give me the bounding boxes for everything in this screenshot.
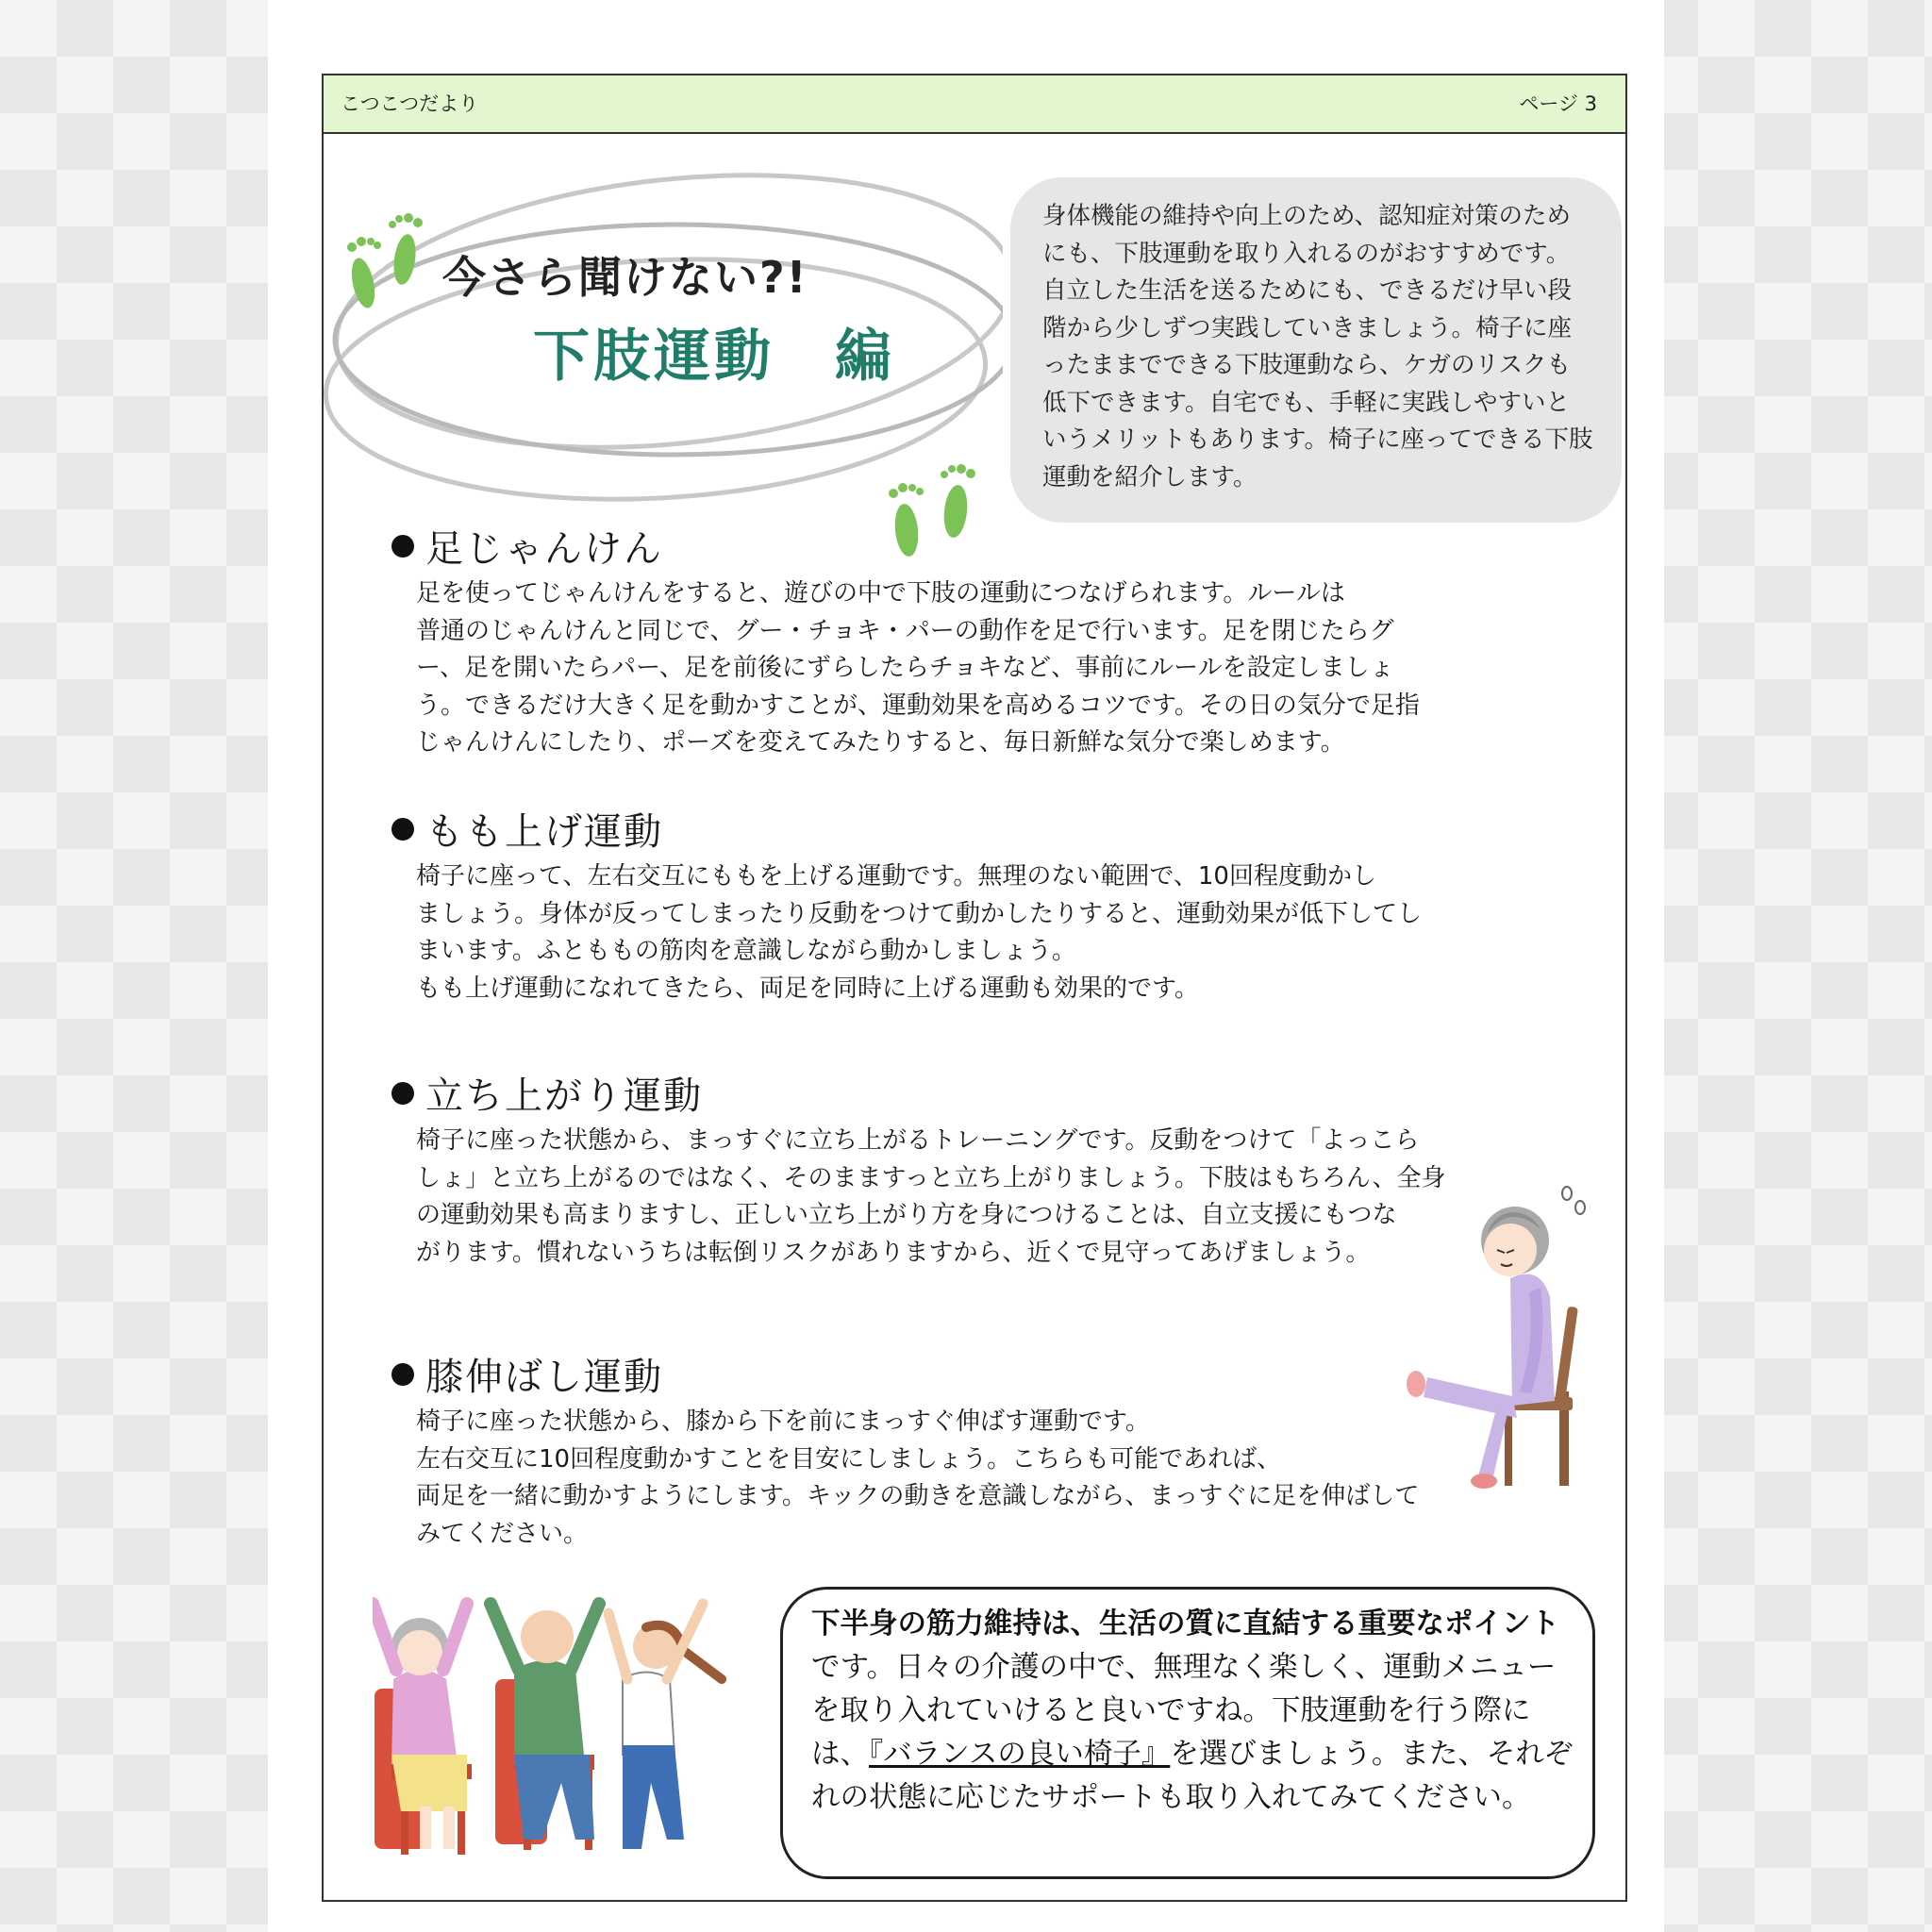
newsletter-name: こつこつだより [341,92,479,115]
subheadline: 下肢運動 編 [533,324,895,390]
body-line: じゃんけんにしたり、ポーズを変えてみたりすると、毎日新鮮な気分で楽しめます。 [416,728,1345,757]
bullet-icon [391,818,414,841]
summary-bold-lead: 下半身の筋力維持は、生活の質に直結する重要なポイント [811,1607,1559,1641]
section-body [416,1404,1491,1553]
bullet-icon [391,1082,414,1105]
section-stand-up [378,1066,1491,1272]
body-line: まいます。ふとももの筋肉を意識しながら動かしましょう。 [416,937,1076,965]
summary-underlined: 『バランスの良い椅子』 [869,1738,1171,1771]
section-title: 膝伸ばし運動 [425,1356,663,1399]
footprints-icon [347,213,423,310]
body-line: もも上げ運動になれてきたら、両足を同時に上げる運動も効果的です。 [416,974,1199,1003]
section-knee-extension [378,1347,1491,1553]
bullet-icon [391,1363,414,1386]
body-line: みてください。 [416,1519,589,1548]
body-line: 左右交互に10回程度動かすことを目安にしましょう。こちらも可能であれば、 [416,1444,1282,1474]
section-foot-janken [378,519,1491,762]
section-title: 立ち上がり運動 [425,1074,703,1118]
body-line: う。できるだけ大きく足を動かすことが、運動効果を高めるコツです。その日の気分で足指 [416,691,1420,720]
seated-elderly-woman-illustration [1399,1174,1597,1491]
body-line: しょ」と立ち上がるのではなく、そのまますっと立ち上がりましょう。下肢はもちろん、全身 [416,1163,1446,1192]
intro-text: 身体機能の維持や向上のため、認知症対策のためにも、下肢運動を取り入れるのがおすすめです。自立した生活を送るためにも、できるだけ早い段階から少しずつ実践していきましょう。椅子に座ったままでできる下肢運動なら、ケガのリスクも低下できます。自宅でも、手軽に実践しやすいというメリットもあります。椅子に座ってできる下肢運動を紹介します。 [1010,177,1622,523]
body-line: 椅子に座って、左右交互にももを上げる運動です。無理のない範囲で、10回程度動かし [416,862,1376,891]
section-title: もも上げ運動 [425,810,663,854]
page-number: ページ 3 [1519,92,1597,115]
body-line: がります。慣れないうちは転倒リスクがありますから、近くで見守ってあげましょう。 [416,1238,1371,1267]
body-line: ー、足を開いたらパー、足を前後にずらしたらチョキなど、事前にルールを設定しましょ [416,654,1394,682]
body-line: 椅子に座った状態から、まっすぐに立ち上がるトレーニングです。反動をつけて「よっこら [416,1126,1420,1155]
section-body [416,858,1491,1008]
page-header [324,75,1625,134]
summary-box [780,1587,1595,1879]
bullet-icon [391,535,414,558]
body-line: 普通のじゃんけんと同じで、グー・チョキ・パーの動作を足で行います。足を閉じたらグ [416,616,1394,645]
summary-text: を選びましょう。また、それぞれの状態に応じたサポートも取り入れてみてください。 [811,1738,1574,1814]
body-line: 足を使ってじゃんけんをすると、遊びの中で下肢の運動につなげられます。ルールは [416,579,1345,608]
section-thigh-raise [378,802,1491,1008]
body-line: ましょう。身体が反ってしまったり反動をつけて動かしたりすると、運動効果が低下してし [416,899,1423,928]
body-line: 椅子に座った状態から、膝から下を前にまっすぐ伸ばす運動です。 [416,1407,1150,1436]
body-line: の運動効果も高まりますし、正しい立ち上がり方を身につけることは、自立支援にもつな [416,1201,1397,1229]
newsletter-page [322,74,1627,1902]
section-title: 足じゃんけん [425,527,663,571]
body-line: 両足を一緒に動かすようにします。キックの動きを意識しながら、まっすぐに足を伸ばして [416,1482,1420,1510]
section-body [416,575,1491,762]
summary-text: です。日々の介護の中で、無理なく楽しく、運動メニューを取り入れていけると良いですね。下肢運動を行う際には、 [811,1651,1557,1771]
headline: 今さら聞けない?! [442,252,808,303]
seated-group-exercise-illustration [373,1575,759,1858]
section-body [416,1123,1491,1272]
